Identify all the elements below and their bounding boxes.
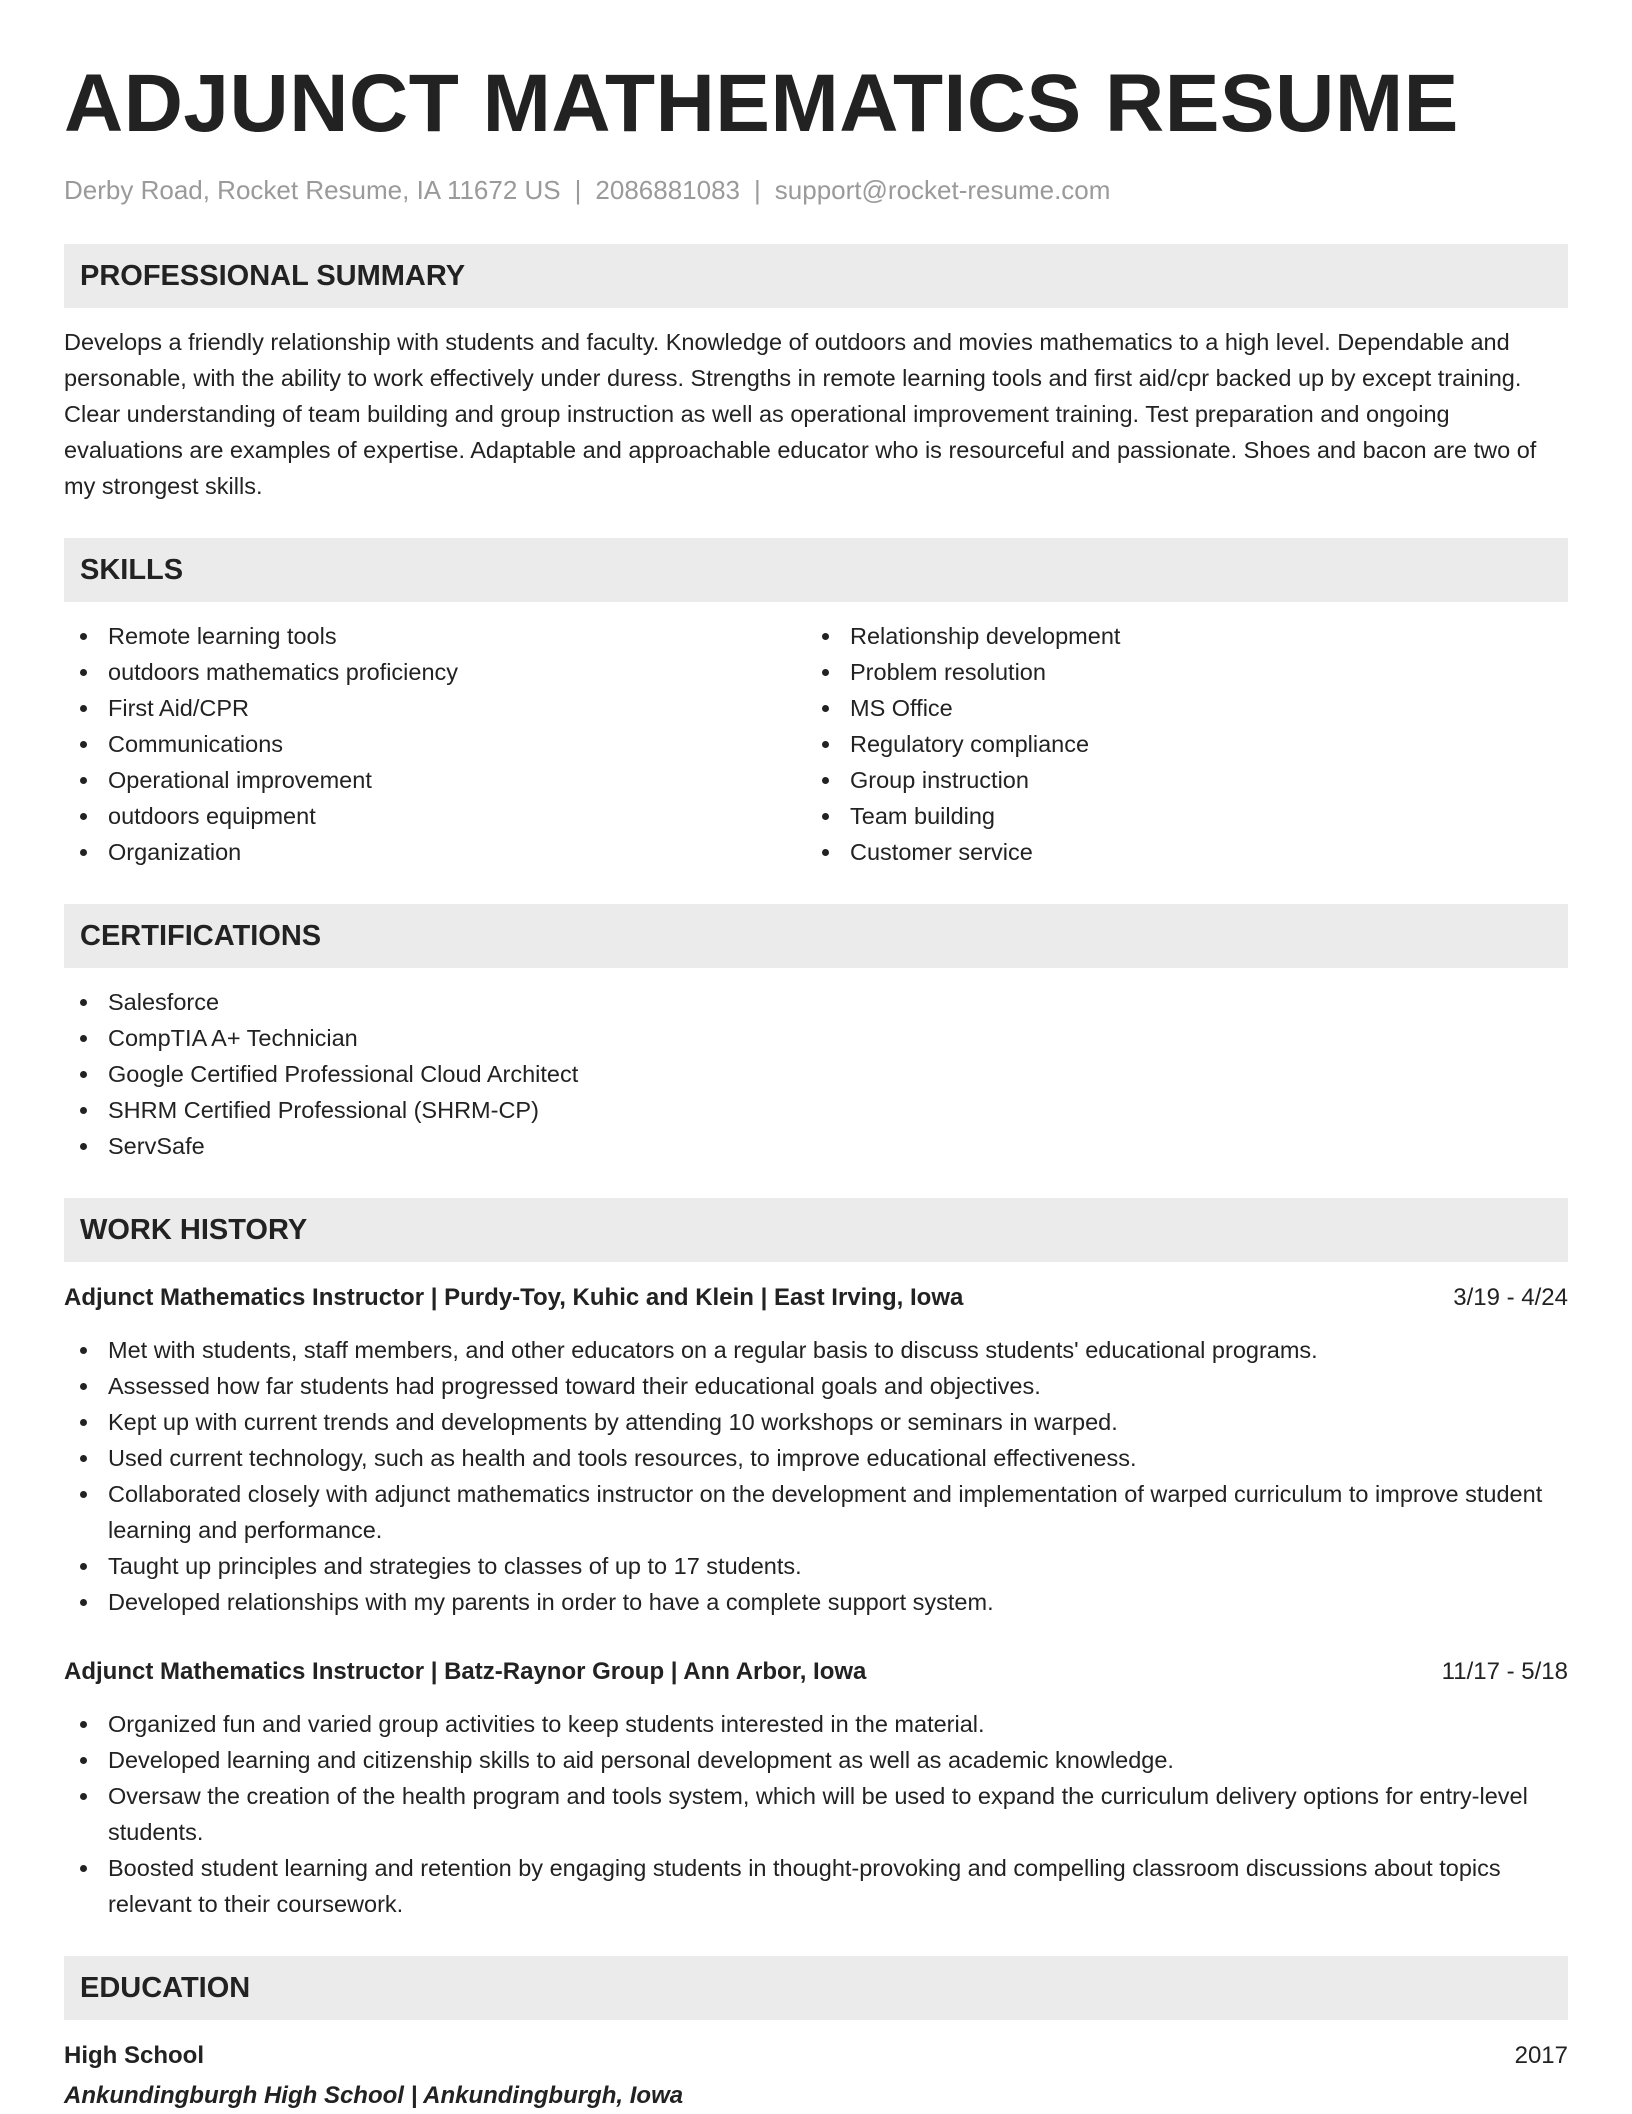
job-bullets [64,1332,1568,1620]
certifications-heading: CERTIFICATIONS [64,904,1568,968]
education-section [64,1956,1568,2114]
skills-grid [64,618,1568,870]
skill-item: outdoors equipment [64,798,806,834]
summary-section [64,244,1568,504]
job-bullet: Collaborated closely with adjunct mathematics instructor on the development and implementation of warped curriculum to improve student learning and performance. [64,1476,1568,1548]
summary-heading: PROFESSIONAL SUMMARY [64,244,1568,308]
skills-heading: SKILLS [64,538,1568,602]
contact-line [64,174,1568,206]
contact-separator: | [754,175,761,205]
education-header [64,2038,1568,2074]
summary-text: Develops a friendly relationship with students and faculty. Knowledge of outdoors and movies mathematics to a high level. Dependable and personable, with the ability to work effectively under duress. Strengths in remote learning tools and first aid/cpr backed up by except training. Clear understanding of team building and group instruction as well as operational improvement training. Test preparation and ongoing evaluations are examples of expertise. Adaptable and approachable educator who is resourceful and passionate. Shoes and bacon are two of my strongest skills. [64,329,1537,499]
job-bullets [64,1706,1568,1922]
job-bullet: Met with students, staff members, and other educators on a regular basis to discuss students' educational programs. [64,1332,1568,1368]
skill-item: Remote learning tools [64,618,806,654]
contact-separator: | [574,175,582,205]
resume-title: ADJUNCT MATHEMATICS RESUME [64,58,1459,149]
job-header [64,1654,1568,1690]
education-heading: EDUCATION [64,1956,1568,2020]
job-dates: 11/17 - 5/18 [1441,1658,1568,1685]
skill-item: Operational improvement [64,762,806,798]
education-school: Ankundingburgh High School | Ankundingburgh, Iowa [64,2082,684,2109]
job-entry [64,1280,1568,1620]
job-bullet: Developed learning and citizenship skills to aid personal development as well as academic knowledge. [64,1742,1568,1778]
certification-item: Salesforce [64,984,1568,1020]
job-title: Adjunct Mathematics Instructor | Purdy-Toy, Kuhic and Klein | East Irving, Iowa [64,1284,964,1311]
skill-item: First Aid/CPR [64,690,806,726]
job-header [64,1280,1568,1316]
certification-item: SHRM Certified Professional (SHRM-CP) [64,1092,1568,1128]
work-history-section [64,1198,1568,1922]
job-bullet: Developed relationships with my parents in order to have a complete support system. [64,1584,1568,1620]
certification-item: CompTIA A+ Technician [64,1020,1568,1056]
contact-email: support@rocket-resume.com [774,175,1111,205]
job-bullet: Used current technology, such as health and tools resources, to improve educational effectiveness. [64,1440,1568,1476]
skill-item: Relationship development [806,618,1548,654]
job-bullet: Oversaw the creation of the health program and tools system, which will be used to expand the curriculum delivery options for entry-level students. [64,1778,1568,1850]
skill-item: Team building [806,798,1548,834]
education-degree: High School [64,2042,204,2069]
job-bullet: Kept up with current trends and developments by attending 10 workshops or seminars in warped. [64,1404,1568,1440]
certification-item: Google Certified Professional Cloud Architect [64,1056,1568,1092]
job-bullet: Assessed how far students had progressed toward their educational goals and objectives. [64,1368,1568,1404]
skills-left-list [64,618,806,870]
certification-item: ServSafe [64,1128,1568,1164]
certifications-list [64,984,1568,1164]
job-bullet: Organized fun and varied group activities to keep students interested in the material. [64,1706,1568,1742]
skill-item: Problem resolution [806,654,1548,690]
job-title: Adjunct Mathematics Instructor | Batz-Raynor Group | Ann Arbor, Iowa [64,1658,867,1685]
job-bullet: Boosted student learning and retention by engaging students in thought-provoking and compelling classroom discussions about topics relevant to their coursework. [64,1850,1568,1922]
skills-section [64,538,1568,870]
skill-item: Customer service [806,834,1548,870]
skill-item: outdoors mathematics proficiency [64,654,806,690]
certifications-section [64,904,1568,1164]
contact-phone: 2086881083 [595,175,741,205]
work-history-heading: WORK HISTORY [64,1198,1568,1262]
contact-address: Derby Road, Rocket Resume, IA 11672 US [64,175,561,205]
skill-item: Regulatory compliance [806,726,1548,762]
job-dates: 3/19 - 4/24 [1453,1284,1568,1311]
job-bullet: Taught up principles and strategies to classes of up to 17 students. [64,1548,1568,1584]
skill-item: Communications [64,726,806,762]
skill-item: MS Office [806,690,1548,726]
skill-item: Group instruction [806,762,1548,798]
skill-item: Organization [64,834,806,870]
skills-right-list [806,618,1548,870]
job-entry [64,1654,1568,1922]
education-year: 2017 [1514,2042,1568,2069]
